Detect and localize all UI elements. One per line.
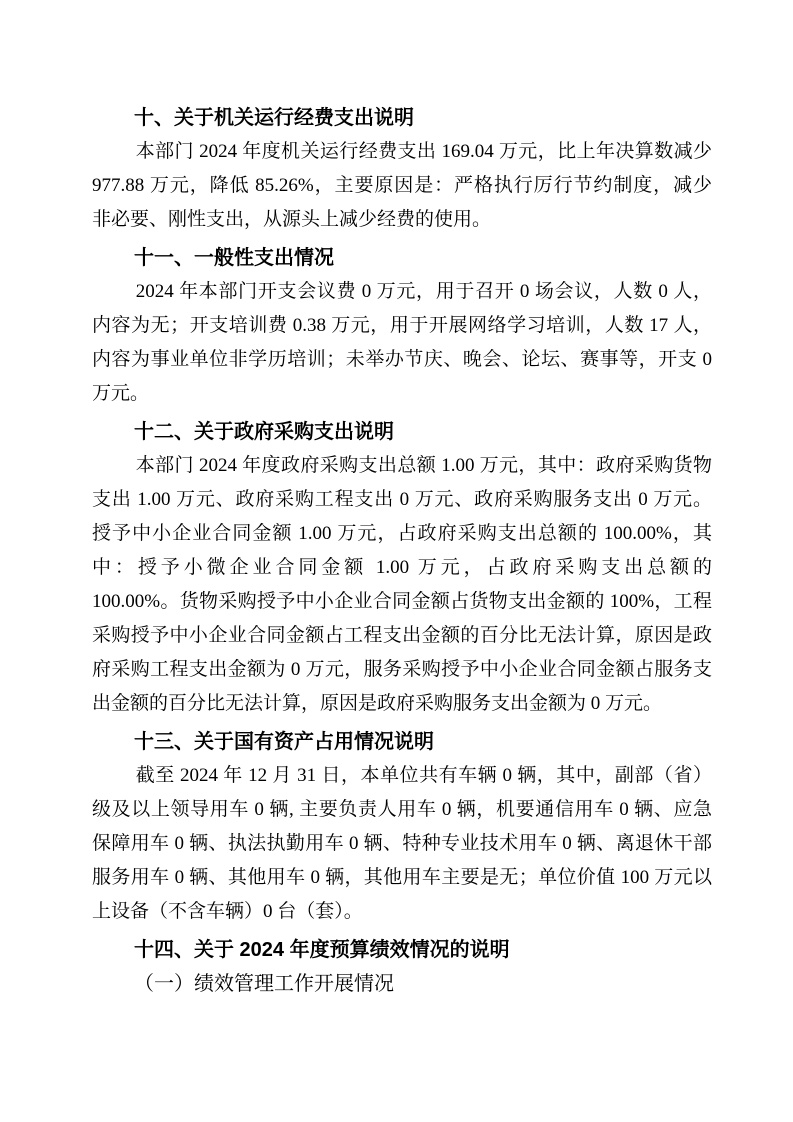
section-heading-14: 十四、关于 2024 年度预算绩效情况的说明 xyxy=(134,939,510,961)
paragraph-line: 本部门 2024 年度机关运行经费支出 169.04 万元，比上年决算数减少 xyxy=(135,141,712,162)
paragraph-line: 2024 年本部门开支会议费 0 万元，用于召开 0 场会议，人数 0 人， xyxy=(135,281,712,302)
section-heading-12: 十二、关于政府采购支出说明 xyxy=(134,421,394,443)
paragraph-line: 保障用车 0 辆、执法执勤用车 0 辆、特种专业技术用车 0 辆、离退休干部 xyxy=(92,833,712,854)
paragraph-line: 非必要、刚性支出，从源头上减少经费的使用。 xyxy=(92,209,492,230)
paragraph-line: 采购授予中小企业合同金额占工程支出金额的百分比无法计算，原因是政 xyxy=(92,625,712,646)
section-heading-13: 十三、关于国有资产占用情况说明 xyxy=(134,731,434,753)
subsection-heading-14-1: （一）绩效管理工作开展情况 xyxy=(134,973,394,995)
paragraph-line: 977.88 万元，降低 85.26%，主要原因是：严格执行厉行节约制度，减少 xyxy=(92,175,712,196)
paragraph-line: 支出 1.00 万元、政府采购工程支出 0 万元、政府采购服务支出 0 万元。 xyxy=(92,489,712,510)
paragraph-line: 出金额的百分比无法计算，原因是政府采购服务支出金额为 0 万元。 xyxy=(92,693,663,714)
paragraph-line: 服务用车 0 辆、其他用车 0 辆，其他用车主要是无；单位价值 100 万元以 xyxy=(92,867,712,888)
paragraph-line: 府采购工程支出金额为 0 万元，服务采购授予中小企业合同金额占服务支 xyxy=(92,659,712,680)
paragraph-line: 中：授予小微企业合同金额 1.00 万元，占政府采购支出总额的 xyxy=(92,557,712,578)
paragraph-line: 截至 2024 年 12 月 31 日，本单位共有车辆 0 辆，其中，副部（省） xyxy=(135,765,712,786)
paragraph-line: 100.00%。货物采购授予中小企业合同金额占货物支出金额的 100%，工程 xyxy=(92,591,712,612)
paragraph-line: 级及以上领导用车 0 辆, 主要负责人用车 0 辆，机要通信用车 0 辆、应急 xyxy=(92,799,712,820)
section-heading-10: 十、关于机关运行经费支出说明 xyxy=(134,107,414,129)
paragraph-line: 万元。 xyxy=(92,383,150,404)
paragraph-line: 内容为无；开支培训费 0.38 万元，用于开展网络学习培训，人数 17 人， xyxy=(92,315,712,336)
paragraph-line: 授予中小企业合同金额 1.00 万元，占政府采购支出总额的 100.00%，其 xyxy=(92,523,712,544)
paragraph-line: 上设备（不含车辆）0 台（套）。 xyxy=(92,901,363,922)
section-heading-11: 十一、一般性支出情况 xyxy=(134,247,334,269)
paragraph-line: 本部门 2024 年度政府采购支出总额 1.00 万元，其中：政府采购货物 xyxy=(135,455,712,476)
paragraph-line: 内容为事业单位非学历培训；未举办节庆、晚会、论坛、赛事等，开支 0 xyxy=(92,349,712,370)
